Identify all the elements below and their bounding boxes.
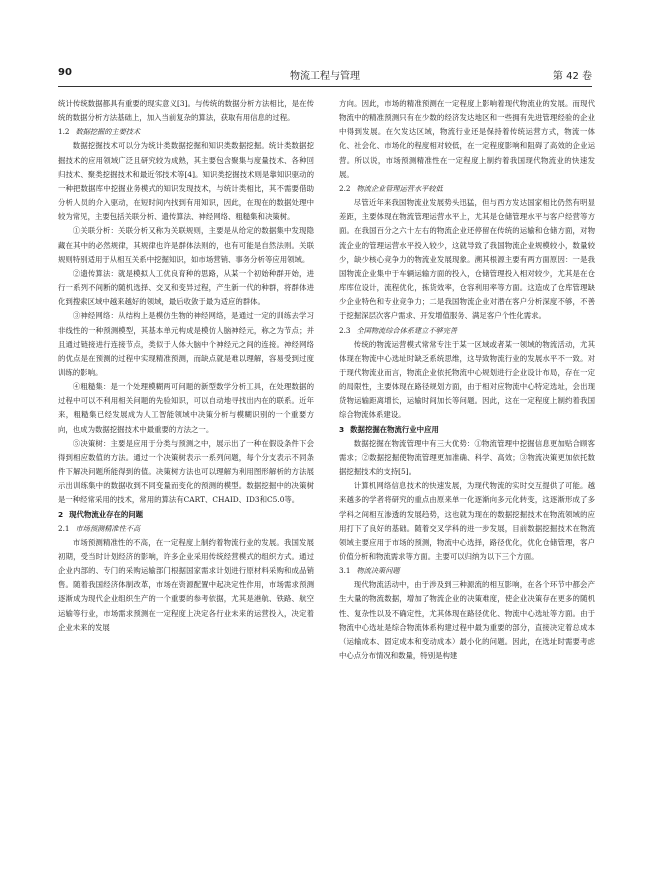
heading-number: 3.1: [339, 566, 351, 576]
heading-text: 物流企业管理运营水平较低: [356, 183, 443, 193]
paragraph: 计算机网络信息技术的快速发展，为现代物流的实时交互提供了可能。越来越多的学者将研究的重点由原来单一化逐渐向多元化转变，这逐渐形成了多学科之间相互渗透的发展趋势，这也就为现在的数据挖掘技术在物流领域的应用打下了良好的基础。随着交叉学科的进一步发展，目前数据挖掘技术在物流领域主要应用于市场的预测，物流中心选择，路径优化，优化仓储管理，客户价值分析和物流需求等方面。主要可以归纳为以下三个方面。: [339, 481, 595, 561]
paragraph: 传统的物流运营模式常常专注于某一区域或者某一领域的物流活动，尤其体现在物流中心选址时缺乏系统思维，这导致物流行业的发展水平不一致。对于现代物流业而言，物流企业依托物流中心规划进行企业设计布局，存在一定的局限性，主要体现在路径规划方面，由于相对应物流中心特定选址，会出现货物运输距离增长，运输时间加长等问题。因此，这在一定程度上制约着我国综合物流体系建设。: [339, 339, 595, 420]
paragraph: ③神经网络：从结构上是模仿生物的神经网络，是通过一定的训练去学习非线性的一种预测模型，其基本单元构成是模仿人脑神经元，称之为节点；并且通过链接进行连接节点，类似于人体大脑中个神经元之间的连接。神经网络的优点是在预测的过程中实现精准预测，而缺点就是难以理解，容易受到过度训练的影响。: [58, 311, 314, 377]
paragraph: ⑤决策树：主要是应用于分类与预测之中，展示出了一种在假设条件下会得到相应数值的方法。通过一个决策树表示一系列问题，每个分支表示不同条件下解决问题所能得到的值。决策树方法也可以理解为利用图形解析的方法展示出训练集中的数据收到不同变量而变化的预测的模型。数据挖掘中的决策树是一种经常采用的技术，常用的算法有CART、CHAID、ID3和C5.0等。: [58, 438, 314, 505]
heading-number: 2.3: [339, 325, 351, 335]
paragraph: 数据挖掘在物流管理中有三大优势：①物流管理中挖掘信息更加贴合顾客需求；②数据挖掘使物流管理更加准确、科学、高效；③物流决策更加依托数据挖掘技术的支持[5]。: [339, 438, 595, 477]
heading-text: 数据挖掘的主要技术: [75, 127, 141, 137]
heading-text: 市场预测精准性不高: [75, 523, 141, 533]
heading-text: 物流决策问题: [356, 566, 400, 576]
subsection-heading: [339, 324, 595, 338]
paragraph: ④粗糙集：是一个处理模糊两可问题的新型数学分析工具，在处理数据的过程中可以不利用相关问题的先验知识，可以自动地寻找出内在的联系。近年来，粗糙集已经发展成为人工智能领域中决策分析与模糊识别的一个重要方向，也成为数据挖掘技术中最重要的方法之一。: [58, 382, 314, 434]
paragraph: 现代物流活动中，由于涉及到三种源流的相互影响，在各个环节中都会产生大量的物流数据，增加了物流企业的决策难度，使企业决策存在更多的随机性、复杂性以及不确定性，尤其体现在路径优化、物流中心选址等方面。由于物流中心选址是综合物流体系构建过程中最为重要的部分，直接决定着总成本（运输成本、固定成本和变动成本）最小化的问题。因此，在选址时需要考虑中心点分布情况和数量，特别是构建: [339, 580, 595, 661]
running-header: [58, 64, 592, 84]
subsection-heading: [58, 522, 314, 536]
heading-text: 全国物流综合体系建立不够完善: [356, 325, 458, 335]
paragraph: ①关联分析：关联分析又称为关联规则，主要是从给定的数据集中发现隐藏在其中的必然规律，其规律也许是群体法则的，也有可能是自然法则。关联规则特别适用于从相互关系中挖掘知识，如市场营销、事务分析等应用领域。: [58, 226, 314, 264]
header-rule: [58, 86, 592, 87]
heading-text: 现代物流业存在的问题: [69, 509, 144, 519]
section-heading: [339, 423, 595, 437]
heading-number: 2.1: [58, 523, 70, 533]
page-number: 90: [58, 67, 72, 78]
journal-title: 物流工程与管理: [290, 71, 360, 82]
subsection-heading: [339, 564, 595, 578]
paragraph: 市场预测精准性的不高，在一定程度上制约着物流行业的发展。我国发展初期，受当时计划经济的影响，许多企业采用传统经营模式的组织方式。通过企业内部的、专门的采购运输部门根据国家需求计划进行原材料采购和成品销售。随着我国经济体制改革，市场在资源配置中起决定性作用，市场需求预测逐渐成为现代企业组织生产的一个重要的参考依据，尤其是港航、铁路、航空运输等行业，市场需求预测在一定程度上决定各行业未来的运营投入，决定着企业未来的发展: [58, 537, 314, 632]
paragraph: 尽管近年来我国物流业发展势头迅猛，但与西方发达国家相比仍然有明显差距，主要体现在物流管理运营水平上，尤其是仓储管理水平与客户经营等方面。在我国百分之六十左右的物流企业还停留在传统的运输和仓储方面，对物流企业的管理运营水平投入较少，这就导致了我国物流企业规模较小，数量较少，缺少核心竞争力的物流业发展现象。溯其根源主要有两方面原因：一是我国物流企业集中于车辆运输方面的投入，仓储管理投入相对较少，尤其是在仓库库位设计，流程优化，拣货效率，仓容利用率等方面。这造成了仓库管理缺少企业特色和专业竞争力；二是我国物流企业对潜在客户分析深度不够，不善于挖掘深层次客户需求、开发增值服务、满足客户个性化需求。: [339, 198, 595, 321]
paragraph: 数据挖掘技术可以分为统计类数据挖掘和知识类数据挖掘。统计类数据挖掘技术的应用领域广泛且研究较为成熟，其主要包含聚集与度量技术、各种回归技术、聚类挖掘技术和最近邻技术等[4]。知识类挖掘技术则是靠知识驱动的一种把数据库中挖掘业务模式的知识发现技术，与统计类相比，其不需要借助分析人员的介入驱动，在短时间内找到有用知识，因此，在现在的数据处理中较为常见，主要包括关联分析、遗传算法、神经网络、粗糙集和决策树。: [58, 141, 314, 222]
paragraph: 方向。因此，市场的精准预测在一定程度上影响着现代物流业的发展。而现代物流中的精准预测只有在少数的经济发达地区和一些拥有先进管理经验的企业中得到发展。在欠发达区域，物流行业还是保持着传统运营方式，物流一体化、社会化、市场化的程度相对较低，在一定程度影响和阻碍了高效的企业运营。所以说，市场预测精准性在一定程度上制约着我国现代物流业的快速发展。: [339, 99, 595, 179]
heading-number: 1.2: [58, 127, 70, 137]
right-column: [339, 97, 595, 663]
subsection-heading: [58, 125, 314, 139]
subsection-heading: [339, 182, 595, 196]
paragraph: 统计传统数据都具有重要的现实意义[3]。与传统的数据分析方法相比，是在传统的数据分析方法基础上，加入当前复杂的算法，获取有用信息的过程。: [58, 99, 314, 123]
heading-number: 3: [339, 424, 345, 434]
volume-label: 第 42 卷: [552, 71, 592, 82]
paragraph: ②遗传算法：就是模拟人工优良育种的思路，从某一个初始种群开始，进行一系列不间断的随机选择、交叉和变异过程，产生新一代的种群，将群体进化到搜索区域中越来越好的领域，最后收敛于最为适应的群体。: [58, 268, 314, 307]
left-column: [58, 97, 314, 635]
heading-number: 2: [58, 509, 64, 519]
section-heading: [58, 508, 314, 522]
heading-text: 数据挖掘在物流行业中应用: [350, 424, 439, 434]
heading-number: 2.2: [339, 183, 351, 193]
